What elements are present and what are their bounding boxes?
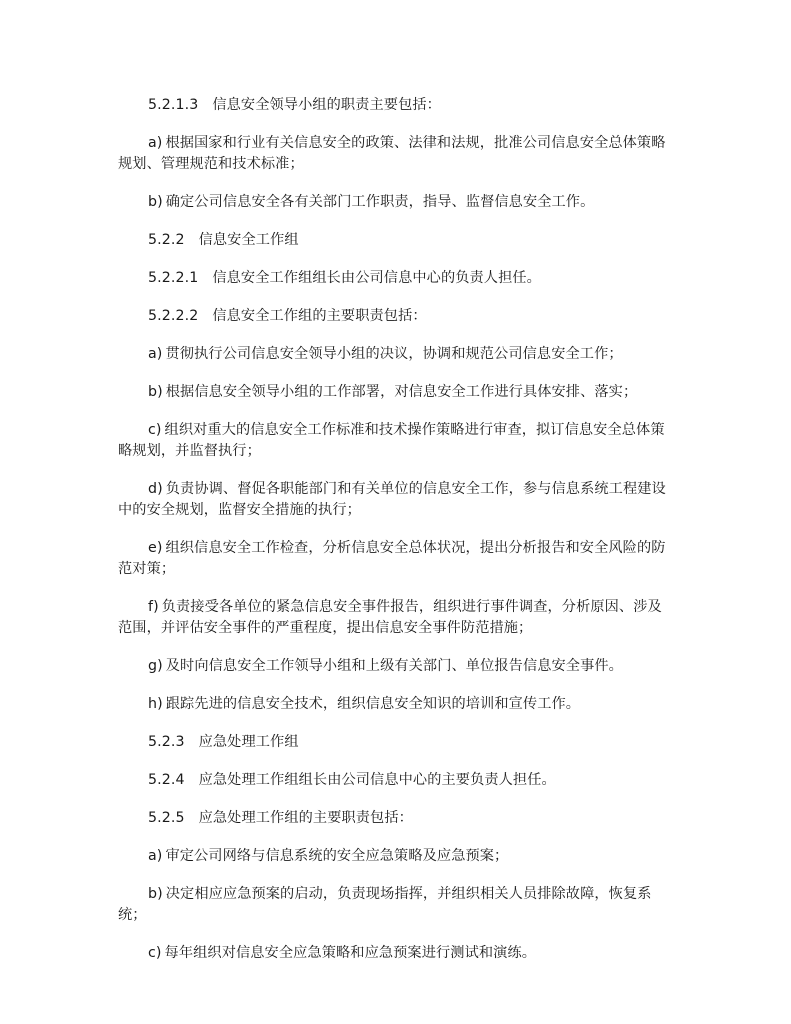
list-marker: d) [148,481,163,497]
section-number: 5.2.3 [148,734,185,750]
list-item-text: 审定公司网络与信息系统的安全应急策略及应急预案； [165,848,509,864]
section-5-2-1-3 [118,95,676,116]
section-number: 5.2.4 [148,772,185,788]
list-item-c [118,420,676,462]
list-item-text: 负责协调、督促各职能部门和有关单位的信息安全工作，参与信息系统工程建设中的安全规划，监督安全措施的执行； [118,481,666,518]
list-item-e [118,538,676,580]
list-item-a [118,344,676,365]
section-number: 5.2.5 [148,810,185,826]
list-marker: a) [148,346,163,362]
section-number: 5.2.2.1 [148,270,199,286]
list-item-text: 组织信息安全工作检查，分析信息安全总体状况，提出分析报告和安全风险的防范对策； [118,540,666,577]
list-marker: h) [148,696,163,712]
section-text: 信息安全工作组组长由公司信息中心的负责人担任。 [212,270,541,286]
list-item-c [118,943,676,964]
list-item-d [118,479,676,521]
list-marker: a) [148,135,163,151]
section-5-2-4 [118,770,676,791]
section-5-2-5 [118,808,676,829]
list-item-b [118,884,676,926]
document-body [118,95,676,981]
list-item-h [118,694,676,715]
section-text: 应急处理工作组 [198,734,299,750]
list-marker: b) [148,194,163,210]
list-marker: g) [148,658,163,674]
section-5-2-3 [118,732,676,753]
list-item-a [118,133,676,175]
list-item-text: 确定公司信息安全各有关部门工作职责，指导、监督信息安全工作。 [165,194,595,210]
section-text: 应急处理工作组的主要职责包括： [198,810,413,826]
list-marker: b) [148,384,163,400]
section-text: 应急处理工作组组长由公司信息中心的主要负责人担任。 [198,772,556,788]
list-item-text: 每年组织对信息安全应急策略和应急预案进行测试和演练。 [164,945,537,961]
list-item-g [118,656,676,677]
section-text: 信息安全工作组 [198,232,299,248]
list-item-text: 及时向信息安全工作领导小组和上级有关部门、单位报告信息安全事件。 [165,658,623,674]
list-marker: a) [148,848,163,864]
list-item-b [118,192,676,213]
list-marker: b) [148,886,163,902]
section-5-2-2 [118,230,676,251]
list-item-a [118,846,676,867]
section-text: 信息安全领导小组的职责主要包括： [212,97,441,113]
list-item-text: 根据信息安全领导小组的工作部署，对信息安全工作进行具体安排、落实； [165,384,638,400]
list-item-text: 负责接受各单位的紧急信息安全事件报告，组织进行事件调查，分析原因、涉及范围，并评估安全事件的严重程度，提出信息安全事件防范措施； [118,599,662,636]
section-text: 信息安全工作组的主要职责包括： [212,308,427,324]
list-item-text: 贯彻执行公司信息安全领导小组的决议，协调和规范公司信息安全工作； [165,346,623,362]
list-marker: c) [148,422,162,438]
list-marker: e) [148,540,163,556]
list-marker: c) [148,945,162,961]
section-5-2-2-2 [118,306,676,327]
list-item-text: 组织对重大的信息安全工作标准和技术操作策略进行审查，拟订信息安全总体策略规划，并监督执行； [118,422,665,459]
list-item-text: 决定相应应急预案的启动，负责现场指挥，并组织相关人员排除故障，恢复系统； [118,886,652,923]
section-number: 5.2.2 [148,232,185,248]
list-item-f [118,597,676,639]
section-number: 5.2.2.2 [148,308,199,324]
list-item-b [118,382,676,403]
list-item-text: 根据国家和行业有关信息安全的政策、法律和法规，批准公司信息安全总体策略规划、管理规范和技术标准； [118,135,666,172]
section-number: 5.2.1.3 [148,97,199,113]
section-5-2-2-1 [118,268,676,289]
list-item-text: 跟踪先进的信息安全技术，组织信息安全知识的培训和宣传工作。 [165,696,581,712]
list-marker: f) [148,599,159,615]
